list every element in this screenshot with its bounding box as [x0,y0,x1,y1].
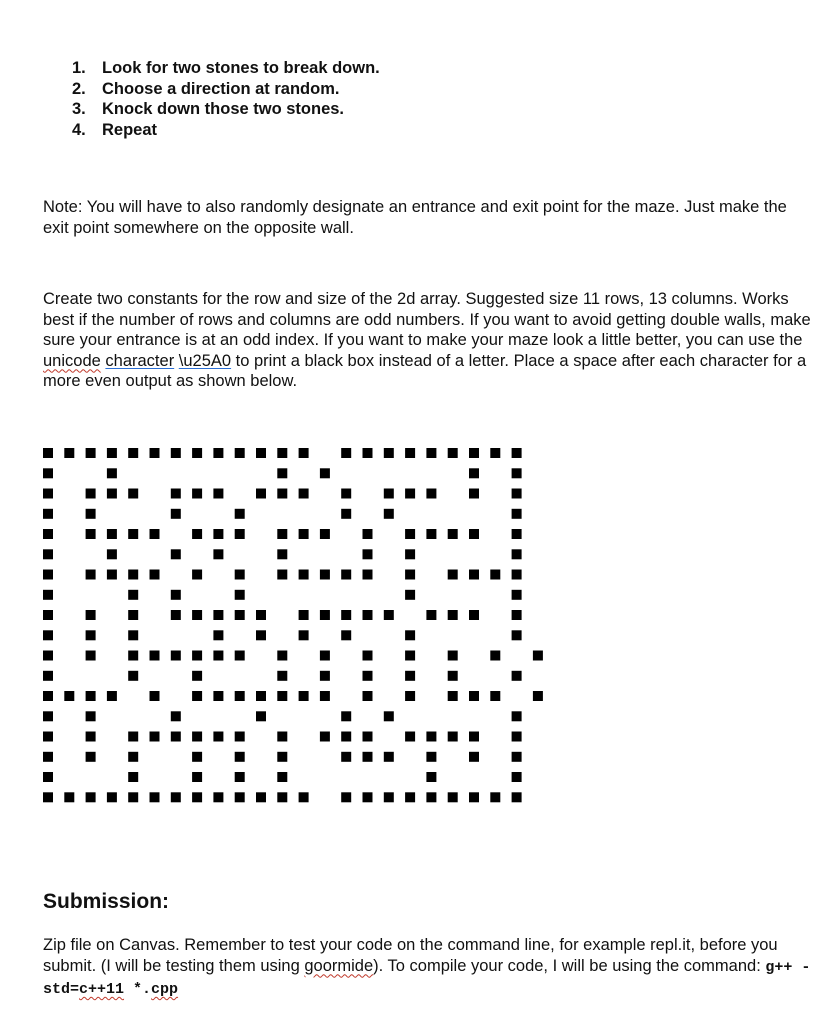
maze-block [341,509,351,519]
maze-block [192,651,202,661]
maze-block [490,691,500,701]
maze-block [128,529,138,539]
maze-block [235,752,245,762]
instructions-paragraph: Create two constants for the row and size of the 2d array. Suggested size 11 rows, 13 columns. Works best if the number of rows and columns are odd numbers. If you want to avoid getting double walls, make sure your entrance is at an odd index. If you want to make your maze look a little better, you can use the unicode character \u25A0 to print a black box instead of a letter. Place a space after each character for a more even output as shown below. [43,290,811,390]
maze-block [128,489,138,499]
maze-block [192,448,202,458]
maze-block [512,772,522,782]
maze-block [277,671,287,681]
maze-block [171,509,181,519]
maze-block [469,752,479,762]
maze-block [192,732,202,742]
maze-block [363,792,373,802]
maze-block [341,792,351,802]
maze-block [405,792,415,802]
maze-block [448,691,458,701]
maze-block [235,732,245,742]
maze-block [171,610,181,620]
maze-block [426,448,436,458]
maze-block [64,792,74,802]
maze-block [192,691,202,701]
maze-block [86,610,96,620]
maze-block [341,752,351,762]
maze-block [512,529,522,539]
maze-block [277,772,287,782]
maze-block [235,570,245,580]
maze-block [43,732,53,742]
maze-block [150,448,160,458]
maze-block [405,691,415,701]
maze-block [363,448,373,458]
maze-block [86,732,96,742]
maze-block [341,610,351,620]
maze-block [426,529,436,539]
maze-block [192,752,202,762]
maze-block [171,549,181,559]
maze-block [128,570,138,580]
maze-block [107,549,117,559]
maze-block [256,691,266,701]
maze-block [320,610,330,620]
maze-block [64,448,74,458]
maze-block [43,509,53,519]
maze-block [86,570,96,580]
maze-block [150,732,160,742]
maze-block [490,448,500,458]
maze-block [299,792,309,802]
maze-block [490,651,500,661]
character-link[interactable]: character [105,351,175,370]
maze-block [192,489,202,499]
maze-block [363,549,373,559]
maze-block [448,529,458,539]
maze-block [171,732,181,742]
maze-block [448,671,458,681]
maze-block [277,570,287,580]
maze-block [128,651,138,661]
maze-block [320,732,330,742]
maze-block [150,691,160,701]
maze-block [192,792,202,802]
maze-block [235,651,245,661]
maze-block [320,651,330,661]
maze-block [213,529,223,539]
maze-block [86,752,96,762]
maze-block [320,570,330,580]
maze-block [363,671,373,681]
maze-block [43,772,53,782]
maze-block [448,651,458,661]
maze-block [107,570,117,580]
maze-block [363,732,373,742]
maze-block [256,630,266,640]
maze-block [213,448,223,458]
maze-block [171,489,181,499]
compile-command: g++ -std=c++11 *.cpp [43,958,811,998]
maze-block [533,691,543,701]
maze-block [299,691,309,701]
maze-block [469,610,479,620]
maze-block [405,489,415,499]
steps-list [72,58,380,140]
maze-block [235,529,245,539]
maze-block [86,792,96,802]
maze-block [512,489,522,499]
maze-block [277,792,287,802]
maze-block [43,610,53,620]
maze-block [299,570,309,580]
goormide-link: goormide [304,956,374,975]
maze-block [128,671,138,681]
maze-block [86,711,96,721]
maze-block [43,752,53,762]
submission-paragraph: Zip file on Canvas. Remember to test your code on the command line, for example repl.it, before you submit. (I will be testing them using goormide). To compile your code, I will be using the command: g++ -std=c++11 *.cpp [43,936,811,998]
maze-block [235,772,245,782]
maze-block [171,711,181,721]
maze-block [43,549,53,559]
maze-block [512,732,522,742]
maze-block [299,610,309,620]
maze-block [256,489,266,499]
maze-block [86,630,96,640]
maze-block [128,732,138,742]
maze-block [363,752,373,762]
maze-block [43,570,53,580]
maze-block [43,671,53,681]
maze-block [426,772,436,782]
maze-block [405,651,415,661]
maze-block [426,792,436,802]
maze-block [171,792,181,802]
maze-block [150,792,160,802]
maze-block [448,448,458,458]
maze-block [512,468,522,478]
maze-block [426,489,436,499]
maze-block [469,570,479,580]
maze-block [341,630,351,640]
maze-block [128,610,138,620]
maze-block [43,651,53,661]
maze-block [213,691,223,701]
maze-block [490,792,500,802]
maze-block [128,590,138,600]
maze-block [405,549,415,559]
maze-block [192,610,202,620]
maze-block [213,651,223,661]
maze-block [299,448,309,458]
maze-block [277,529,287,539]
maze-block [107,691,117,701]
maze-block [512,590,522,600]
maze-block [426,732,436,742]
maze-block [469,529,479,539]
step-item: 4. Repeat [72,120,158,139]
maze-block [448,570,458,580]
maze-block [192,671,202,681]
maze-block [150,570,160,580]
maze-block [86,448,96,458]
maze-block [256,711,266,721]
maze-block [235,448,245,458]
maze-block [213,489,223,499]
maze-block [213,549,223,559]
maze-block [490,570,500,580]
maze-block [107,468,117,478]
maze-block [43,489,53,499]
maze-block [469,792,479,802]
maze-block [363,651,373,661]
maze-block [448,792,458,802]
maze-block [384,610,394,620]
maze-block [107,448,117,458]
maze-block [448,610,458,620]
maze-block [43,590,53,600]
maze-block [384,711,394,721]
maze-block [512,610,522,620]
maze-block [107,792,117,802]
maze-block [405,630,415,640]
maze-block [43,630,53,640]
maze-block [43,448,53,458]
maze-block [86,489,96,499]
maze-block [213,732,223,742]
maze-block [469,489,479,499]
maze-block [256,792,266,802]
maze-block [512,792,522,802]
maze-block [469,691,479,701]
maze-block [512,549,522,559]
maze-block [384,509,394,519]
maze-block [299,630,309,640]
maze-block [512,752,522,762]
maze-block [533,651,543,661]
maze-block [363,570,373,580]
maze-block [128,630,138,640]
maze-block [128,792,138,802]
step-item: 1. Look for two stones to break down. [72,59,380,77]
maze-block [213,630,223,640]
maze-block [469,468,479,478]
maze-block [171,448,181,458]
maze-block [128,448,138,458]
maze-block [43,792,53,802]
maze-block [128,752,138,762]
step-item: 2. Choose a direction at random. [72,79,340,98]
maze-block [64,691,74,701]
maze-block [363,529,373,539]
maze-block [320,468,330,478]
maze-block [150,529,160,539]
maze-block [277,468,287,478]
maze-block [405,590,415,600]
maze-block [512,448,522,458]
maze-block [192,772,202,782]
spellcheck-word: unicode [43,351,101,370]
maze-block [235,691,245,701]
maze-block [277,489,287,499]
maze-block [469,448,479,458]
maze-block [235,509,245,519]
maze-block [469,732,479,742]
maze-block [341,489,351,499]
maze-block [384,489,394,499]
maze-block [213,610,223,620]
maze-block [299,529,309,539]
maze-block [43,691,53,701]
maze-block [277,549,287,559]
maze-block [277,448,287,458]
maze-block [405,732,415,742]
maze-block [341,448,351,458]
maze-block [320,671,330,681]
maze-block [405,570,415,580]
maze-block [235,610,245,620]
maze-block [426,610,436,620]
maze-block [256,610,266,620]
maze-block [192,529,202,539]
maze-block [363,691,373,701]
maze-block [405,529,415,539]
maze-block [512,570,522,580]
maze-block [299,489,309,499]
submission-heading: Submission: [43,890,170,913]
maze-block [277,691,287,701]
maze-block [107,489,117,499]
maze-block [213,792,223,802]
maze-block [341,711,351,721]
maze-block [86,529,96,539]
maze-block [448,732,458,742]
maze-block [512,671,522,681]
maze-block [235,590,245,600]
maze-block [384,752,394,762]
maze-block [43,711,53,721]
maze-block [235,792,245,802]
maze-block [256,448,266,458]
maze-block [277,732,287,742]
maze-block [192,570,202,580]
maze-block [43,468,53,478]
maze-block [512,630,522,640]
maze-block [320,529,330,539]
maze-block [107,529,117,539]
maze-block [277,651,287,661]
maze-block [384,792,394,802]
maze-block [341,732,351,742]
maze-block [128,772,138,782]
maze-block [86,509,96,519]
maze-block [512,711,522,721]
maze-block [341,570,351,580]
maze-block [86,651,96,661]
maze-block [171,651,181,661]
maze-block [363,610,373,620]
maze-block [171,590,181,600]
maze-block [512,509,522,519]
maze-block [320,691,330,701]
note-paragraph: Note: You will have to also randomly designate an entrance and exit point for the maze. Just make the exit point somewhere on the opposite wall. [43,198,787,237]
step-item: 3. Knock down those two stones. [72,100,345,118]
maze-block [405,671,415,681]
unicode-code: \u25A0 [178,351,232,370]
maze-block [86,691,96,701]
maze-block [384,448,394,458]
maze-block [277,752,287,762]
maze-block [426,752,436,762]
maze-block [405,448,415,458]
maze-block [150,651,160,661]
maze-block [43,529,53,539]
